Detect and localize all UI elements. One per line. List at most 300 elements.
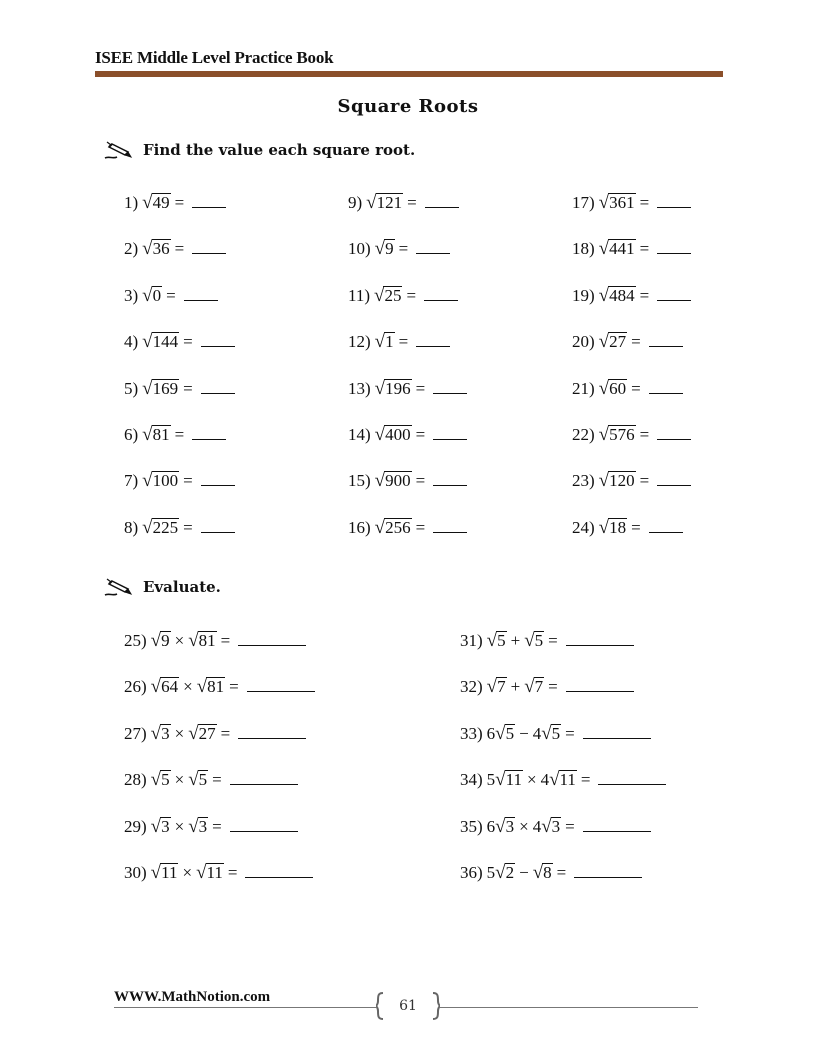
radical-expression: [196, 863, 224, 882]
radicand: 7: [497, 677, 506, 697]
problem-number: 32): [460, 677, 483, 697]
radicand: 121: [376, 193, 403, 212]
equals-sign: =: [415, 425, 426, 444]
evaluate-problem: [124, 817, 298, 837]
equals-sign: =: [174, 239, 185, 259]
problem-number: 35): [460, 816, 483, 836]
radical-sign: √: [541, 815, 552, 837]
problem-number: 16): [348, 517, 371, 537]
operator: ×: [174, 770, 185, 790]
problem-number: 23): [572, 471, 595, 491]
equals-sign: =: [580, 770, 591, 790]
equals-sign: =: [556, 863, 567, 882]
pencil-writing-icon: [103, 576, 133, 598]
radical-expression: [197, 677, 225, 696]
radicand: 64: [161, 677, 179, 697]
problem-number: 18): [572, 239, 595, 259]
radicand: 484: [609, 285, 635, 305]
equals-sign: =: [183, 378, 193, 398]
radical-expression: [487, 770, 523, 790]
evaluate-problem: [460, 770, 666, 790]
radical-sign: √: [150, 769, 162, 791]
answer-blank[interactable]: [201, 520, 235, 533]
radical-sign: √: [495, 722, 506, 744]
square-root-problem: [572, 518, 683, 538]
equals-sign: =: [565, 816, 575, 836]
problem-number: 8): [124, 517, 139, 537]
evaluate-problem: [124, 863, 313, 883]
radical-expression: [188, 724, 216, 743]
square-root-problem: [124, 471, 235, 491]
radical-expression: [142, 425, 170, 444]
answer-blank[interactable]: [192, 427, 226, 440]
problem-number: 10): [348, 239, 371, 259]
answer-blank[interactable]: [657, 427, 691, 440]
radical-expression: [487, 817, 515, 837]
radical-expression: [487, 724, 515, 744]
radical-sign: √: [150, 815, 162, 837]
radical-expression: [599, 518, 627, 537]
radicand: 11: [206, 863, 223, 882]
square-root-problem: [348, 471, 467, 491]
evaluate-problem: [124, 677, 315, 697]
answer-blank[interactable]: [649, 334, 683, 347]
radical-sign: √: [142, 284, 153, 306]
radical-expression: [188, 770, 208, 789]
radical-sign: √: [142, 516, 153, 538]
radicand: 81: [207, 677, 225, 697]
equals-sign: =: [415, 517, 426, 537]
radical-sign: √: [524, 630, 535, 651]
radical-sign: √: [196, 676, 208, 698]
radical-sign: √: [524, 676, 535, 698]
footer-rule: [440, 1007, 698, 1008]
evaluate-problem: [124, 724, 306, 744]
equals-sign: =: [415, 471, 426, 491]
radical-sign: √: [150, 630, 162, 651]
radicand: 3: [551, 816, 561, 836]
radical-expression: [151, 631, 171, 650]
radical-sign: √: [541, 722, 552, 744]
answer-blank[interactable]: [230, 819, 298, 832]
equals-sign: =: [631, 332, 641, 352]
radicand: 3: [198, 816, 208, 836]
equals-sign: =: [183, 332, 193, 352]
radicand: 60: [609, 378, 627, 398]
radical-expression: [151, 770, 171, 789]
radicand: 576: [609, 425, 635, 444]
equals-sign: =: [227, 863, 238, 882]
radical-sign: √: [374, 424, 386, 445]
radical-expression: [142, 518, 179, 537]
answer-blank[interactable]: [201, 381, 235, 394]
equals-sign: =: [639, 471, 650, 491]
problem-number: 5): [124, 378, 139, 398]
problem-number: 28): [124, 770, 147, 790]
footer-rule: [114, 1007, 376, 1008]
equals-sign: =: [220, 631, 231, 650]
square-root-problem: [572, 379, 683, 399]
radical-expression: [599, 239, 636, 258]
radical-expression: [375, 471, 412, 490]
radicand: 9: [161, 631, 170, 650]
answer-blank[interactable]: [598, 772, 666, 785]
radicand: 3: [161, 723, 170, 743]
square-root-problem: [124, 193, 226, 213]
radicand: 900: [385, 471, 411, 491]
radicand: 25: [384, 285, 402, 305]
answer-blank[interactable]: [424, 288, 458, 301]
radical-sign: √: [598, 192, 610, 213]
radical-expression: [533, 817, 561, 837]
coefficient: 4: [540, 770, 550, 790]
operator: +: [510, 631, 521, 650]
square-root-problem: [124, 379, 235, 399]
answer-blank[interactable]: [566, 633, 634, 646]
operator: ×: [183, 677, 193, 697]
problem-number: 17): [572, 193, 595, 212]
answer-blank[interactable]: [433, 473, 467, 486]
radical-expression: [599, 193, 636, 212]
radicand: 27: [609, 332, 627, 352]
answer-blank[interactable]: [238, 633, 306, 646]
radicand: 3: [161, 816, 170, 836]
radicand: 9: [385, 239, 394, 259]
radicand: 49: [152, 193, 170, 212]
radical-expression: [374, 286, 402, 305]
equals-sign: =: [639, 285, 650, 305]
answer-blank[interactable]: [583, 726, 651, 739]
radical-sign: √: [549, 769, 560, 791]
radical-sign: √: [142, 470, 153, 492]
radical-sign: √: [142, 331, 153, 353]
problem-number: 33): [460, 723, 483, 743]
square-root-problem: [124, 286, 218, 306]
equals-sign: =: [229, 677, 239, 697]
square-root-problem: [572, 239, 691, 259]
radical-expression: [151, 863, 179, 882]
radical-expression: [142, 471, 179, 490]
radicand: 5: [198, 770, 208, 790]
problem-number: 21): [572, 378, 595, 398]
equals-sign: =: [398, 332, 409, 352]
coefficient: 6: [486, 723, 496, 743]
radical-expression: [599, 379, 627, 398]
radical-sign: √: [188, 630, 199, 651]
problem-number: 6): [124, 425, 139, 444]
problem-number: 30): [124, 863, 147, 882]
radical-sign: √: [598, 377, 610, 399]
radical-sign: √: [495, 815, 506, 837]
answer-blank[interactable]: [238, 726, 306, 739]
answer-blank[interactable]: [230, 772, 298, 785]
radical-expression: [375, 239, 395, 258]
radical-sign: √: [374, 516, 386, 538]
problem-number: 11): [348, 285, 371, 305]
equals-sign: =: [548, 631, 558, 650]
problem-number: 2): [124, 239, 139, 259]
answer-blank[interactable]: [425, 195, 459, 208]
radical-sign: √: [374, 284, 385, 306]
coefficient: 4: [532, 816, 542, 836]
radical-sign: √: [142, 238, 153, 260]
radical-expression: [375, 332, 395, 351]
answer-blank[interactable]: [416, 241, 450, 254]
equals-sign: =: [639, 193, 650, 212]
square-root-problem: [348, 193, 459, 213]
radical-sign: √: [366, 192, 377, 213]
radicand: 256: [385, 517, 411, 537]
radical-expression: [487, 677, 507, 696]
radical-expression: [142, 332, 179, 351]
radicand: 0: [152, 285, 162, 305]
square-root-problem: [124, 425, 226, 445]
equals-sign: =: [406, 285, 417, 305]
coefficient: 4: [532, 723, 542, 743]
square-root-problem: [572, 471, 691, 491]
equals-sign: =: [415, 378, 426, 398]
square-root-problem: [124, 239, 226, 259]
radicand: 5: [551, 723, 561, 743]
problem-number: 13): [348, 378, 371, 398]
problem-number: 4): [124, 332, 139, 352]
square-root-problem: [348, 239, 450, 259]
problem-number: 36): [460, 863, 483, 882]
radical-sign: √: [598, 238, 610, 260]
equals-sign: =: [220, 723, 231, 743]
coefficient: 6: [486, 816, 496, 836]
book-title: ISEE Middle Level Practice Book: [95, 48, 334, 67]
radical-sign: √: [142, 424, 153, 445]
radicand: 5: [161, 770, 170, 790]
equals-sign: =: [212, 770, 222, 790]
radical-expression: [599, 332, 627, 351]
problem-number: 15): [348, 471, 371, 491]
answer-blank[interactable]: [184, 288, 218, 301]
radicand: 1: [385, 332, 394, 352]
instruction-text: Find the value each square root.: [143, 141, 416, 159]
pencil-writing-icon: [103, 139, 133, 161]
radical-sign: √: [374, 331, 386, 353]
square-root-problem: [348, 332, 450, 352]
answer-blank[interactable]: [657, 288, 691, 301]
radical-sign: √: [598, 331, 610, 353]
radical-expression: [142, 239, 170, 258]
problem-number: 20): [572, 332, 595, 352]
square-root-problem: [348, 379, 467, 399]
radical-expression: [524, 677, 544, 696]
radical-sign: √: [150, 722, 162, 744]
radicand: 144: [152, 332, 179, 352]
equals-sign: =: [183, 471, 193, 491]
radicand: 100: [152, 471, 179, 491]
operator: ×: [174, 723, 185, 743]
radical-sign: √: [495, 862, 506, 883]
radical-expression: [188, 631, 216, 650]
operator: ×: [526, 770, 537, 790]
equals-sign: =: [407, 193, 417, 212]
answer-blank[interactable]: [247, 679, 315, 692]
page-title: Square Roots: [337, 96, 479, 117]
footer-website: WWW.MathNotion.com: [114, 989, 271, 1005]
radical-expression: [151, 817, 171, 836]
radical-expression: [366, 193, 403, 212]
operator: ×: [174, 631, 185, 650]
problem-number: 22): [572, 425, 595, 444]
radicand: 11: [161, 863, 178, 882]
problem-number: 14): [348, 425, 371, 444]
radicand: 5: [534, 631, 544, 650]
radicand: 81: [152, 425, 170, 444]
radicand: 196: [385, 378, 411, 398]
radicand: 2: [505, 863, 515, 882]
radical-sign: √: [598, 516, 610, 538]
instruction-evaluate: [103, 576, 221, 598]
answer-blank[interactable]: [566, 679, 634, 692]
radical-sign: √: [532, 862, 544, 883]
radical-expression: [151, 724, 171, 743]
header-rule: [95, 71, 723, 77]
radicand: 361: [609, 193, 635, 212]
radical-expression: [142, 286, 162, 305]
square-root-problem: [348, 286, 458, 306]
radical-sign: √: [495, 769, 506, 791]
radicand: 11: [505, 770, 522, 790]
page-number: 61: [399, 998, 417, 1014]
coefficient: 5: [486, 863, 496, 882]
radical-expression: [533, 724, 561, 744]
answer-blank[interactable]: [583, 819, 651, 832]
radical-expression: [142, 379, 179, 398]
operator: ×: [174, 816, 185, 836]
answer-blank[interactable]: [201, 334, 235, 347]
radical-sign: √: [598, 470, 610, 492]
equals-sign: =: [631, 378, 641, 398]
radical-sign: √: [598, 284, 610, 306]
square-root-problem: [348, 425, 467, 445]
problem-number: 7): [124, 471, 139, 491]
radical-sign: √: [142, 192, 153, 213]
problem-number: 3): [124, 285, 139, 305]
radicand: 36: [152, 239, 170, 259]
radical-sign: √: [196, 862, 207, 883]
equals-sign: =: [548, 677, 558, 697]
radicand: 11: [559, 770, 576, 790]
radical-sign: √: [374, 377, 386, 399]
answer-blank[interactable]: [192, 195, 226, 208]
equals-sign: =: [212, 816, 222, 836]
answer-blank[interactable]: [433, 520, 467, 533]
answer-blank[interactable]: [657, 241, 691, 254]
radical-expression: [375, 518, 412, 537]
answer-blank[interactable]: [201, 473, 235, 486]
radical-expression: [375, 425, 412, 444]
radicand: 5: [505, 723, 515, 743]
equals-sign: =: [639, 239, 650, 259]
coefficient: 5: [486, 770, 496, 790]
square-root-problem: [572, 332, 683, 352]
operator: ×: [182, 863, 193, 882]
operator: +: [510, 677, 521, 697]
instruction-find-value: [103, 139, 415, 161]
problem-number: 27): [124, 723, 147, 743]
operator: −: [519, 863, 529, 882]
problem-number: 9): [348, 193, 363, 212]
problem-number: 31): [460, 631, 483, 650]
radical-sign: √: [188, 815, 199, 837]
radical-sign: √: [486, 676, 498, 698]
answer-blank[interactable]: [657, 195, 691, 208]
square-root-problem: [572, 286, 691, 306]
radicand: 169: [152, 378, 179, 398]
answer-blank[interactable]: [245, 865, 313, 878]
answer-blank[interactable]: [416, 334, 450, 347]
equals-sign: =: [183, 517, 193, 537]
radical-expression: [599, 471, 636, 490]
radical-sign: √: [142, 377, 153, 399]
problem-number: 25): [124, 631, 147, 650]
radicand: 7: [534, 677, 544, 697]
problem-number: 12): [348, 332, 371, 352]
evaluate-problem: [460, 724, 651, 744]
equals-sign: =: [639, 425, 650, 444]
radical-expression: [524, 631, 544, 650]
answer-blank[interactable]: [657, 473, 691, 486]
square-root-problem: [124, 518, 235, 538]
radicand: 225: [152, 517, 179, 537]
radical-expression: [533, 863, 553, 882]
answer-blank[interactable]: [433, 427, 467, 440]
radical-expression: [599, 425, 636, 444]
evaluate-problem: [460, 677, 634, 697]
radicand: 18: [609, 517, 627, 537]
equals-sign: =: [174, 425, 185, 444]
radicand: 81: [198, 631, 216, 650]
answer-blank[interactable]: [649, 520, 683, 533]
evaluate-problem: [460, 817, 651, 837]
evaluate-problem: [124, 631, 306, 651]
radical-expression: [541, 770, 577, 790]
answer-blank[interactable]: [192, 241, 226, 254]
answer-blank[interactable]: [574, 865, 642, 878]
problem-number: 29): [124, 816, 147, 836]
square-root-problem: [124, 332, 235, 352]
answer-blank[interactable]: [433, 381, 467, 394]
evaluate-problem: [460, 631, 634, 651]
operator: ×: [519, 816, 529, 836]
radicand: 5: [497, 631, 506, 650]
instruction-text: Evaluate.: [143, 578, 221, 596]
radicand: 400: [385, 425, 411, 444]
radical-sign: √: [150, 862, 162, 883]
answer-blank[interactable]: [649, 381, 683, 394]
square-root-problem: [348, 518, 467, 538]
radicand: 120: [609, 471, 635, 491]
radicand: 8: [543, 863, 552, 882]
operator: −: [519, 723, 529, 743]
radical-expression: [375, 379, 412, 398]
square-root-problem: [572, 425, 691, 445]
radicand: 27: [198, 723, 216, 743]
radical-sign: √: [374, 470, 386, 492]
problem-number: 26): [124, 677, 147, 697]
radical-expression: [599, 286, 636, 305]
equals-sign: =: [166, 285, 176, 305]
radical-sign: √: [598, 424, 610, 445]
equals-sign: =: [631, 517, 641, 537]
radical-sign: √: [188, 769, 199, 791]
problem-number: 24): [572, 517, 595, 537]
